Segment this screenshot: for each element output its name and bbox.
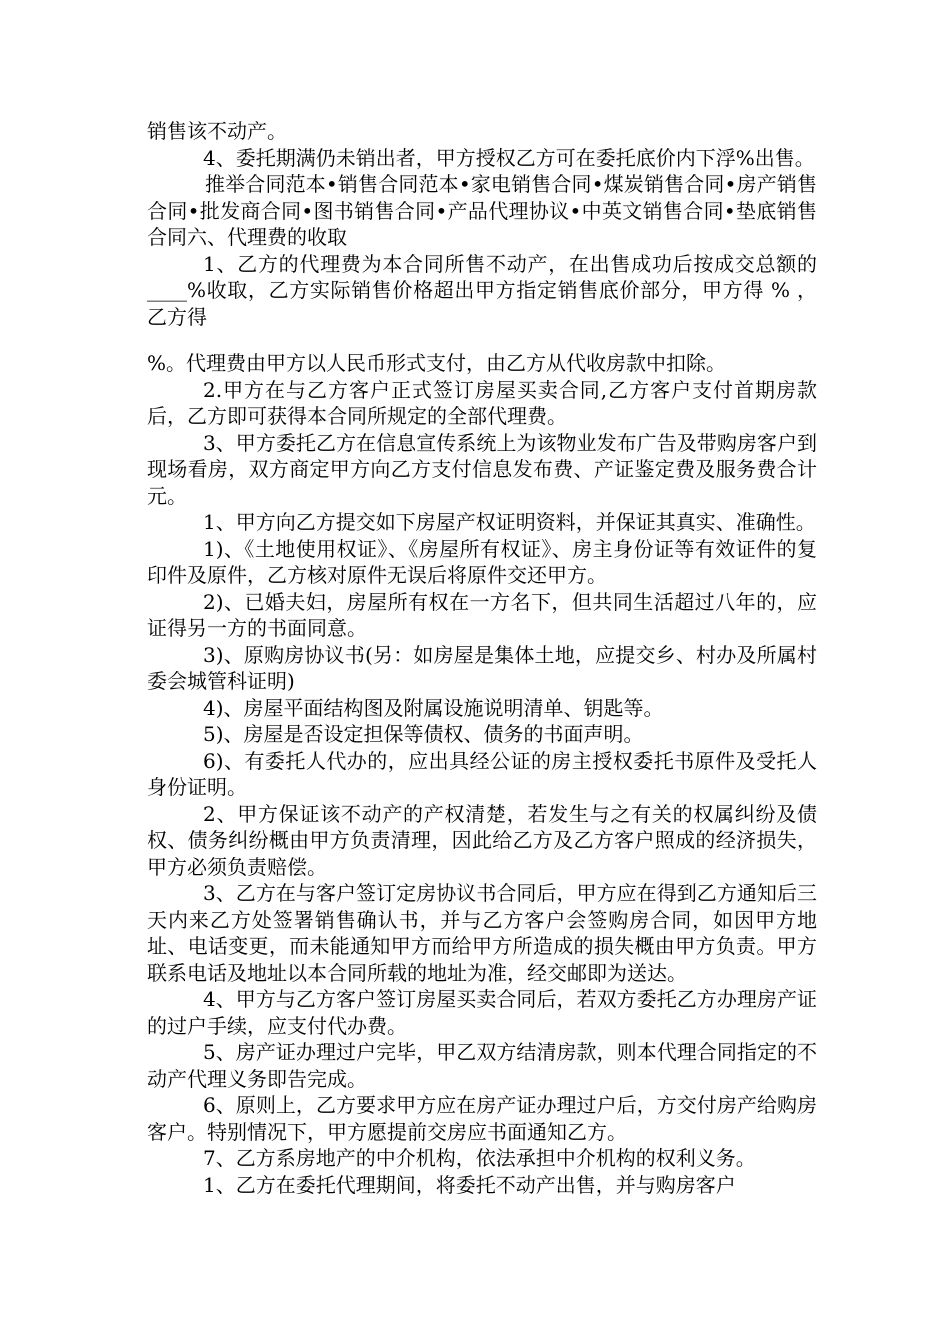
paragraph-14: 6)、有委托人代办的，应出具经公证的房主授权委托书原件及受托人身份证明。 — [147, 748, 817, 799]
paragraph-9: 1)、《土地使用权证》、《房屋所有权证》、房主身份证等有效证件的复印件及原件，乙方核对原件无误后将原件交还甲方。 — [147, 536, 817, 587]
paragraph-17: 4、甲方与乙方客户签订房屋买卖合同后，若双方委托乙方办理房产证的过户手续，应支付代办费。 — [147, 987, 817, 1038]
paragraph-13: 5)、房屋是否设定担保等债权、债务的书面声明。 — [203, 722, 644, 746]
paragraph-5: %。代理费由甲方以人民币形式支付，由乙方从代收房款中扣除。 — [147, 351, 727, 375]
document-body — [147, 118, 817, 1198]
paragraph-7: 3、甲方委托乙方在信息宣传系统上为该物业发布广告及带购房客户到现场看房，双方商定甲方向乙方支付信息发布费、产证鉴定费及服务费合计 元。 — [147, 430, 817, 508]
paragraph-15: 2、甲方保证该不动产的产权清楚，若发生与之有关的权属纠纷及债权、债务纠纷概由甲方负责清理，因此给乙方及乙方客户照成的经济损失，甲方必须负责赔偿。 — [147, 801, 817, 879]
paragraph-19: 6、原则上，乙方要求甲方应在房产证办理过户后，方交付房产给购房客户。特别情况下，甲方愿提前交房应书面通知乙方。 — [147, 1093, 817, 1144]
paragraph-20: 7、乙方系房地产的中介机构，依法承担中介机构的权利义务。 — [203, 1146, 756, 1170]
paragraph-4: 1、乙方的代理费为本合同所售不动产，在出售成功后按成交总额的____%收取，乙方实际销售价格超出甲方指定销售底价部分，甲方得 % ， 乙方得 — [147, 251, 817, 329]
paragraph-16: 3、乙方在与客户签订定房协议书合同后，甲方应在得到乙方通知后三天内来乙方处签署销售确认书，并与乙方客户会签购房合同，如因甲方地址、电话变更，而未能通知甲方而给甲方所造成的损失概由甲方负责。甲方联系电话及地址以本合同所载的地址为准，经交邮即为送达。 — [147, 881, 817, 985]
paragraph-21: 1、乙方在委托代理期间，将委托不动产出售，并与购房客户 — [203, 1172, 736, 1197]
paragraph-12: 4)、房屋平面结构图及附属设施说明清单、钥匙等。 — [203, 695, 664, 720]
paragraph-10: 2)、已婚夫妇，房屋所有权在一方名下，但共同生活超过八年的，应证得另一方的书面同意。 — [147, 589, 817, 640]
paragraph-8: 1、甲方向乙方提交如下房屋产权证明资料，并保证其真实、准确性。 — [203, 510, 816, 534]
paragraph-18: 5、房产证办理过户完毕，甲乙双方结清房款，则本代理合同指定的不动产代理义务即告完成。 — [147, 1040, 817, 1091]
paragraph-gap — [147, 330, 817, 350]
paragraph-2: 4、委托期满仍未销出者，甲方授权乙方可在委托底价内下浮%出售。 — [203, 145, 815, 170]
paragraph-3: 推举合同范本•销售合同范本•家电销售合同•煤炭销售合同•房产销售合同•批发商合同•图书销售合同•产品代理协议•中英文销售合同•垫底销售合同六、代理费的收取 — [147, 172, 817, 249]
paragraph-6: 2.甲方在与乙方客户正式签订房屋买卖合同,乙方客户支付首期房款后，乙方即可获得本合同所规定的全部代理费。 — [147, 377, 817, 428]
paragraph-1: 销售该不动产。 — [147, 119, 287, 143]
paragraph-11: 3)、原购房协议书(另：如房屋是集体土地，应提交乡、村办及所属村委会城管科证明) — [147, 642, 817, 693]
